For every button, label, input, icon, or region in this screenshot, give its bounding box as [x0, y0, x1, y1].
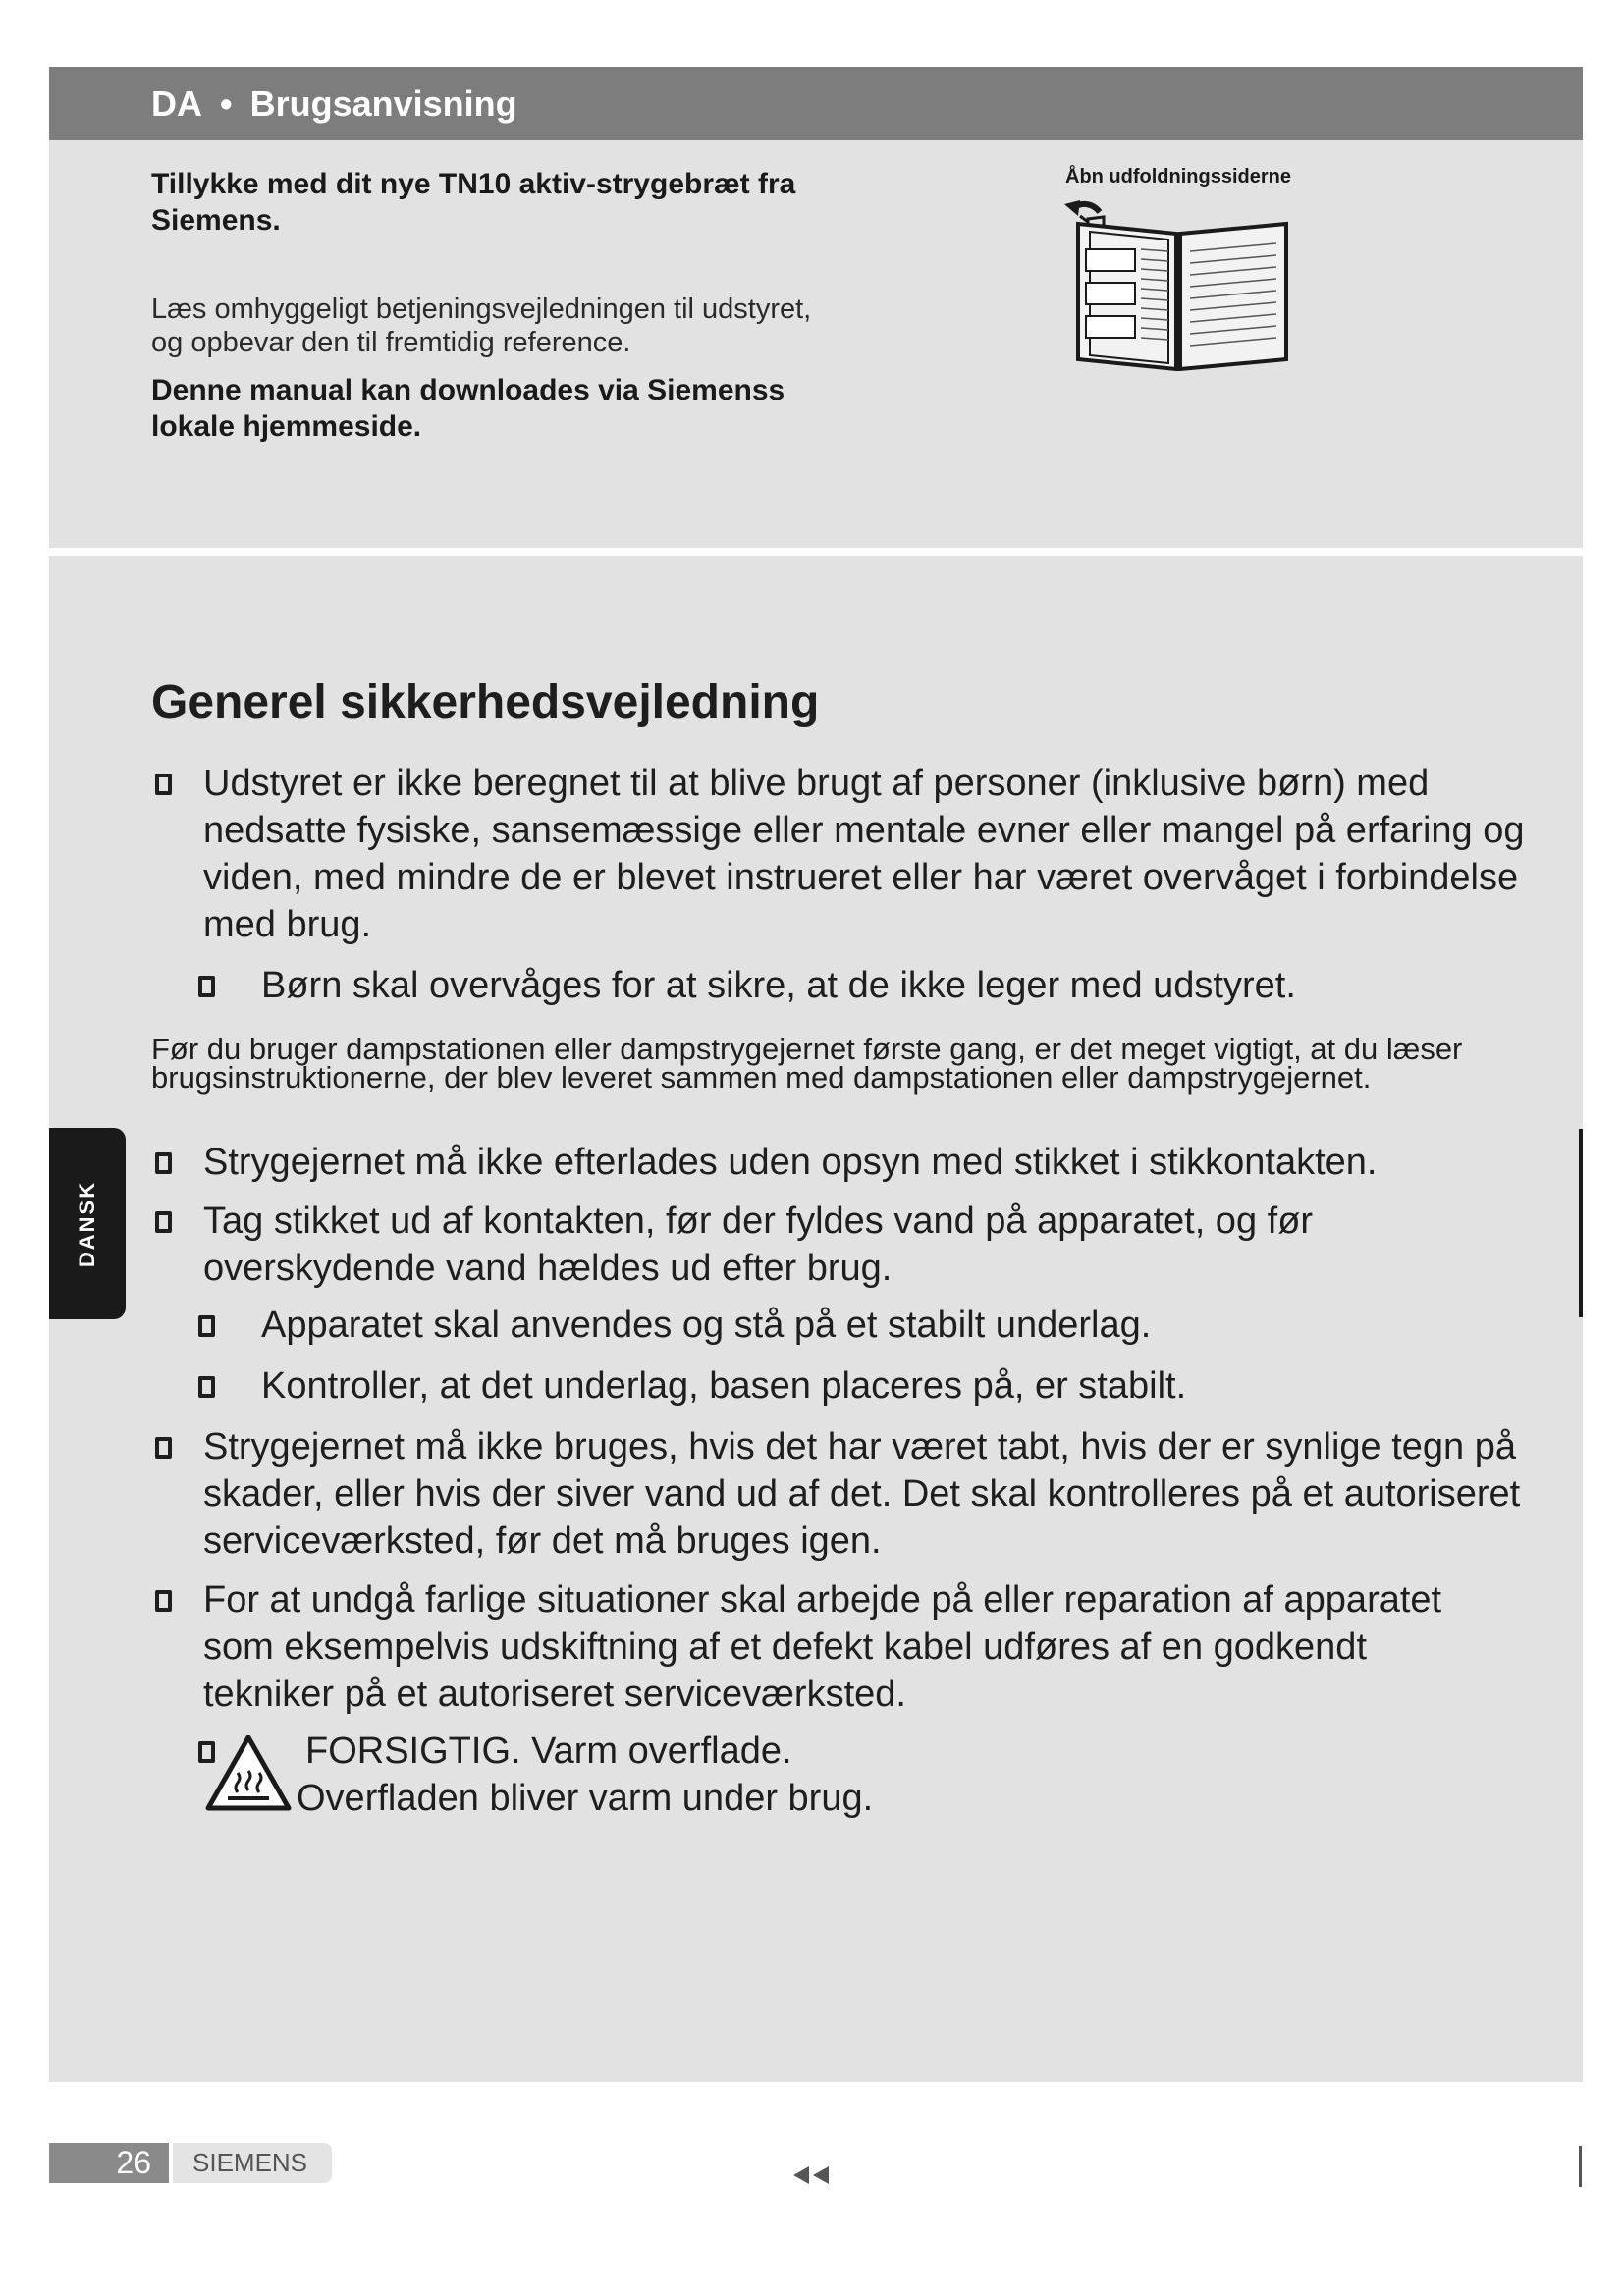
side-tab-label: DANSK	[75, 1180, 100, 1267]
open-book-icon	[1031, 194, 1326, 371]
footer-divider	[1579, 2146, 1582, 2187]
warning-item	[194, 1728, 1176, 1822]
warning-text: Overfladen bliver varm under brug.	[297, 1778, 874, 1819]
checkbox-icon	[155, 1590, 172, 1612]
checkbox-icon	[198, 1376, 215, 1398]
fold-out-label: Åbn udfoldningssiderne	[1065, 166, 1291, 187]
header-title: Brugsanvisning	[249, 82, 517, 124]
main-panel	[49, 556, 1583, 2082]
checkbox-icon	[155, 774, 172, 795]
checkbox-icon	[155, 1152, 172, 1174]
intro-title: Tillykke med dit nye TN10 aktiv-strygebræt fra Siemens.	[151, 168, 796, 237]
page-number: 26	[49, 2143, 169, 2183]
checkbox-icon	[155, 1437, 172, 1459]
list-item: Apparatet skal anvendes og stå på et stabilt underlag.	[194, 1302, 1549, 1349]
checkbox-icon	[198, 1315, 215, 1337]
list-item: Udstyret er ikke beregnet til at blive brugt af personer (inklusive børn) med nedsatte fysiske, sansemæssige eller mentale evner eller mangel på erfaring og viden, med mindre de er blevet instrueret eller har været overvåget i forbindelse med brug.	[151, 760, 1545, 948]
list-item: Børn skal overvåges for at sikre, at de ikke leger med udstyret.	[194, 962, 1549, 1009]
header-separator: •	[220, 82, 233, 124]
list-item: Strygejernet må ikke bruges, hvis det har været tabt, hvis der er synlige tegn på skader, eller hvis der siver vand ud af det. Det skal kontrolleres på et autoriseret serviceværksted, før det må bruges igen.	[151, 1423, 1545, 1565]
right-edge-marker	[1579, 1129, 1583, 1317]
hot-surface-warning-icon	[204, 1734, 293, 1812]
list-item: For at undgå farlige situationer skal arbejde på eller reparation af apparatet som eksempelvis udskiftning af et defekt kabel udføres af en godkendt tekniker på et autoriseret serviceværksted.	[151, 1576, 1487, 1718]
brand-label: SIEMENS	[173, 2143, 332, 2183]
intro-text: Læs omhyggeligt betjeningsvejledningen til udstyret, og opbevar den til fremtidig reference.	[151, 294, 812, 358]
header-bar	[49, 67, 1583, 140]
list-item: Tag stikket ud af kontakten, før der fyldes vand på apparatet, og før overskydende vand hældes ud efter brug.	[151, 1198, 1418, 1292]
checkbox-icon	[198, 976, 215, 997]
intro-note: Denne manual kan downloades via Siemenss lokale hjemmeside.	[151, 374, 785, 443]
language-side-tab	[49, 1128, 126, 1319]
previous-page-icon[interactable]	[791, 2164, 837, 2186]
section-title: Generel sikkerhedsvejledning	[151, 676, 820, 728]
checkbox-icon	[155, 1211, 172, 1233]
intro-panel	[49, 140, 1583, 548]
list-item: Kontroller, at det underlag, basen placeres på, er stabilt.	[194, 1362, 1549, 1410]
list-item: Strygejernet må ikke efterlades uden opsyn med stikket i stikkontakten.	[151, 1139, 1545, 1186]
header-language: DA	[151, 82, 202, 124]
paragraph: Før du bruger dampstationen eller dampstrygejernet første gang, er det meget vigtigt, at du læser brugsinstruktionerne, der blev leveret sammen med dampstationen eller dampstrygejernet.	[151, 1032, 1463, 1095]
warning-title: FORSIGTIG. Varm overflade.	[305, 1731, 792, 1772]
